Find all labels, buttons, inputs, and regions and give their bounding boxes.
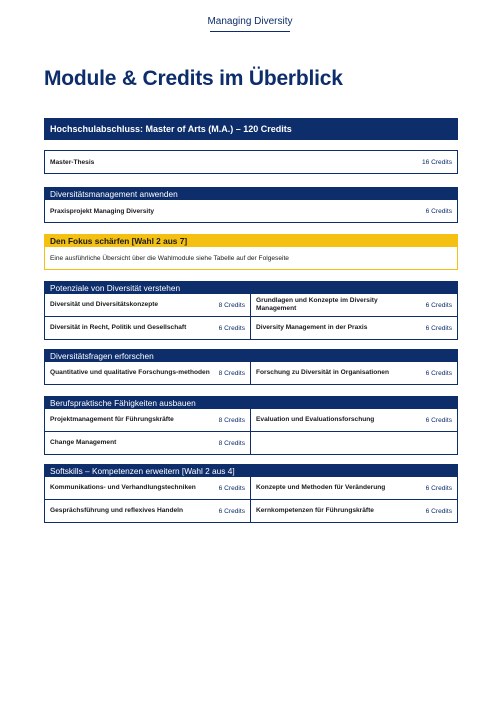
module-name: Forschung zu Diversität in Organisationen [256, 369, 389, 376]
module-credits: 6 Credits [425, 324, 452, 332]
module-cell [251, 316, 457, 339]
module-name: Konzepte und Methoden für Veränderung [256, 484, 386, 491]
module-name: Grundlagen und Konzepte im Diversity Management [256, 297, 378, 312]
module-cell [251, 409, 457, 431]
module-name: Kommunikations- und Verhandlungstechniken [50, 484, 196, 491]
module-credits: 6 Credits [425, 507, 452, 515]
module-credits: 6 Credits [218, 507, 245, 515]
module-name: Gesprächsführung und reflexives Handeln [50, 507, 184, 514]
module-cell [45, 316, 250, 339]
module-cell [45, 477, 250, 499]
module-row [45, 200, 457, 222]
module-credits: 8 Credits [218, 416, 245, 424]
module-credits: 6 Credits [425, 369, 452, 377]
module-cell [45, 362, 250, 384]
module-credits: 8 Credits [218, 439, 245, 447]
section-research [44, 349, 458, 385]
module-cell [45, 431, 250, 454]
module-name: Diversität in Recht, Politik und Gesellschaft [50, 324, 187, 331]
module-name: Kernkompetenzen für Führungskräfte [256, 507, 374, 514]
module-name: Praxisprojekt Managing Diversity [50, 207, 155, 215]
section-apply [44, 187, 458, 223]
section-title: Diversitätsmanagement anwenden [45, 188, 457, 200]
section-title: Diversitätsfragen erforschen [45, 350, 457, 362]
module-credits: 6 Credits [218, 484, 245, 492]
module-cell [251, 499, 457, 522]
module-name: Change Management [50, 439, 117, 446]
module-name: Diversität und Diversitätskonzepte [50, 301, 159, 308]
section-potentials [44, 281, 458, 340]
degree-banner: Hochschulabschluss: Master of Arts (M.A.) – 120 Credits [44, 118, 458, 140]
module-credits: 8 Credits [218, 301, 245, 309]
module-name: Diversity Management in der Praxis [256, 324, 368, 331]
empty-cell [251, 431, 457, 454]
module-name: Master-Thesis [50, 158, 95, 166]
module-credits: 6 Credits [425, 301, 452, 309]
module-name: Projektmanagement für Führungskräfte [50, 416, 174, 423]
section-title: Berufspraktische Fähigkeiten ausbauen [45, 397, 457, 409]
module-cell [45, 409, 250, 431]
section-softskills [44, 464, 458, 523]
module-row [45, 151, 457, 173]
module-credits: 6 Credits [218, 324, 245, 332]
section-title: Softskills – Kompetenzen erweitern [Wahl 2 aus 4] [45, 465, 457, 477]
module-cell [45, 294, 250, 316]
module-name: Quantitative und qualitative Forschungs-methoden [50, 369, 210, 376]
module-credits: 6 Credits [425, 416, 452, 424]
module-cell [251, 362, 457, 384]
module-credits: 16 Credits [421, 158, 452, 166]
module-name: Evaluation und Evaluationsforschung [256, 416, 375, 423]
module-credits: 8 Credits [218, 369, 245, 377]
module-cell [45, 499, 250, 522]
brand-name: Managing Diversity [207, 16, 293, 27]
section-career [44, 396, 458, 455]
module-credits: 6 Credits [425, 207, 452, 215]
module-credits: 6 Credits [425, 484, 452, 492]
section-title: Potenziale von Diversität verstehen [45, 282, 457, 294]
page-title: Module & Credits im Überblick [44, 67, 343, 90]
module-cell [251, 294, 457, 316]
focus-note: Eine ausführliche Übersicht über die Wahlmodule siehe Tabelle auf der Folgeseite [50, 254, 289, 262]
thesis-box [44, 150, 458, 174]
section-title: Den Fokus schärfen [Wahl 2 aus 7] [45, 235, 457, 247]
section-focus [44, 234, 458, 270]
brand-underline [210, 31, 290, 32]
module-cell [251, 477, 457, 499]
